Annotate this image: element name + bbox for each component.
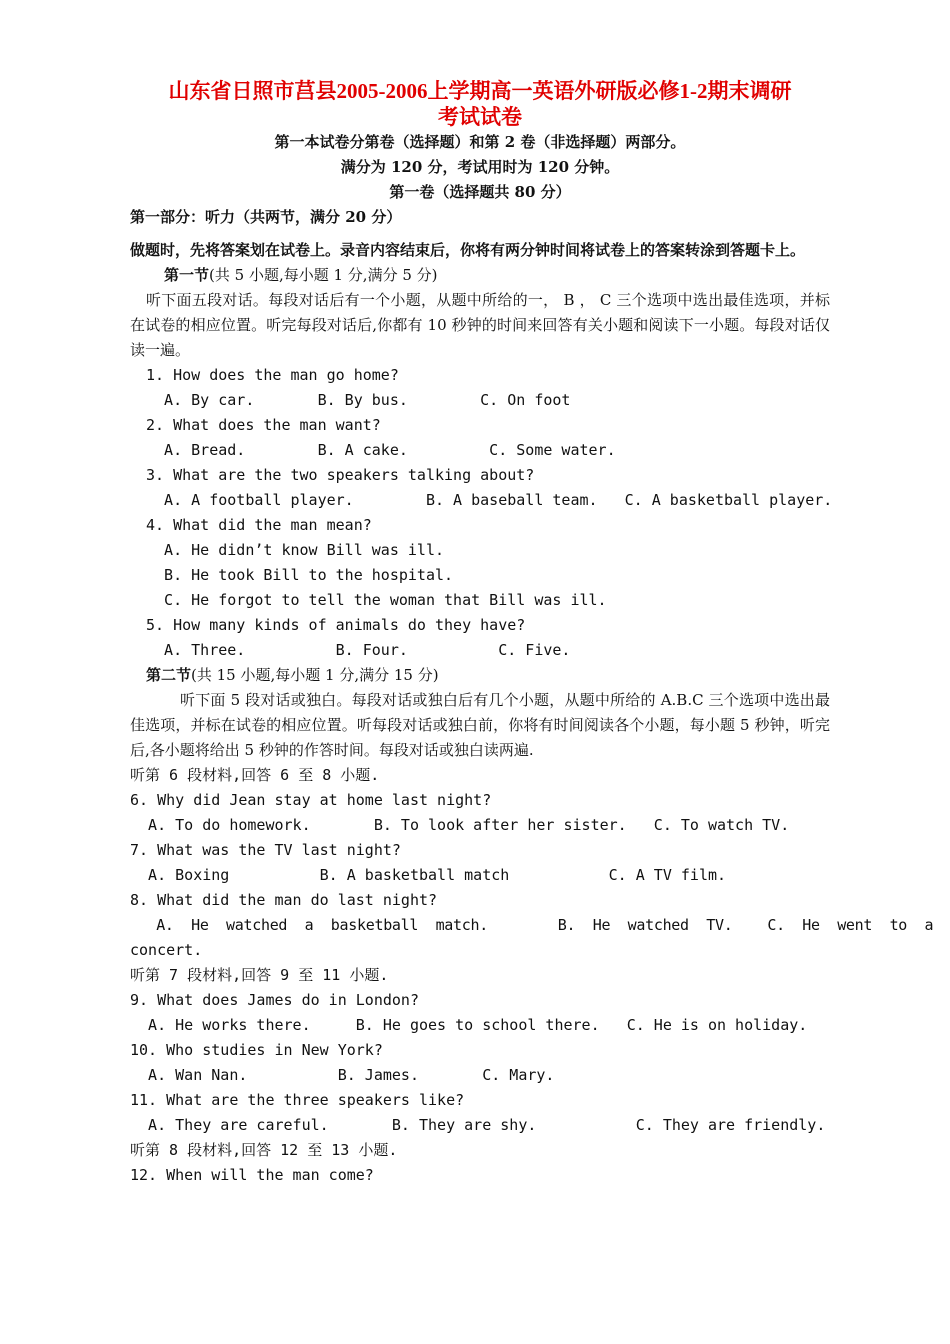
- options-line: concert.: [130, 941, 203, 959]
- question-line: 6. Why did Jean stay at home last night?: [130, 791, 492, 809]
- intro-line-1: 第一本试卷分第卷（选择题）和第 2 卷（非选择题）两部分。: [274, 133, 686, 151]
- question-line: 2. What does the man want?: [146, 416, 381, 434]
- question-line: 12. When will the man come?: [130, 1166, 374, 1184]
- section1-heading-label: 第一节: [164, 266, 210, 284]
- question-line: 4. What did the man mean?: [146, 516, 372, 534]
- section2-instruction: 听下面 5 段对话或独白。每段对话或独白后有几个小题，从题中所给的 A.B.C 三个选项中选出最佳选项，并标在试卷的相应位置。听每段对话或独白前，你将有时间阅读各个小题，每小题 5 秒钟，听完后,各小题将给出 5 秒钟的作答时间。每段对话或独白读两遍.: [130, 691, 830, 759]
- question-line: 5. How many kinds of animals do they have?: [146, 616, 526, 634]
- intro-line-2: 满分为 120 分，考试用时为 120 分钟。: [340, 158, 620, 176]
- options-line: A. Bread. B. A cake. C. Some water.: [146, 441, 616, 459]
- question-line: 11. What are the three speakers like?: [130, 1091, 465, 1109]
- title-line-2: 考试试卷: [438, 105, 522, 129]
- question-line: 10. Who studies in New York?: [130, 1041, 383, 1059]
- options-line: A. By car. B. By bus. C. On foot: [146, 391, 571, 409]
- options-line: A. They are careful. B. They are shy. C. They are friendly.: [130, 1116, 826, 1134]
- question-line: 9. What does James do in London?: [130, 991, 419, 1009]
- section1-heading-rest: (共 5 小题,每小题 1 分,满分 5 分): [209, 266, 438, 284]
- material-line: 听第 7 段材料,回答 9 至 11 小题.: [130, 966, 389, 984]
- section2-heading-label: 第二节: [146, 666, 192, 684]
- question-line: 1. How does the man go home?: [146, 366, 399, 384]
- title-line-1: 山东省日照市莒县2005-2006上学期高一英语外研版必修1-2期末调研: [168, 79, 792, 103]
- options-line: C. He forgot to tell the woman that Bill was ill.: [146, 591, 607, 609]
- section1-instruction: 听下面五段对话。每段对话后有一个小题，从题中所给的一， B ， C 三个选项中选出最佳选项，并标在试卷的相应位置。听完每段对话后,你都有 10 秒钟的时间来回答有关小题和阅读下一小题。每段对话仅读一遍。: [130, 291, 830, 359]
- section2-questions: [130, 763, 934, 1188]
- options-line: A. He didn’t know Bill was ill.: [146, 541, 445, 559]
- section1-heading: [130, 263, 830, 288]
- options-line: A. To do homework. B. To look after her sister. C. To watch TV.: [130, 816, 790, 834]
- part1-instruction: 做题时，先将答案划在试卷上。录音内容结束后，你将有两分钟时间将试卷上的答案转涂到答题卡上。: [130, 241, 806, 259]
- part1-heading: 第一部分：听力（共两节，满分 20 分）: [130, 208, 402, 226]
- options-line: A. He works there. B. He goes to school there. C. He is on holiday.: [130, 1016, 808, 1034]
- question-line: 3. What are the two speakers talking about?: [146, 466, 535, 484]
- options-line: A. Wan Nan. B. James. C. Mary.: [130, 1066, 555, 1084]
- options-line: A. Three. B. Four. C. Five.: [146, 641, 571, 659]
- question-line: 7. What was the TV last night?: [130, 841, 401, 859]
- question-line: 8. What did the man do last night?: [130, 891, 438, 909]
- options-line: A. A football player. B. A baseball team. C. A basketball player.: [146, 491, 833, 509]
- intro-line-3: 第一卷（选择题共 80 分）: [389, 183, 571, 201]
- section2-heading: [130, 663, 830, 688]
- section1-questions: [130, 363, 833, 663]
- document-title: [130, 78, 830, 130]
- material-line: 听第 6 段材料,回答 6 至 8 小题.: [130, 766, 380, 784]
- options-line: B. He took Bill to the hospital.: [146, 566, 454, 584]
- material-line: 听第 8 段材料,回答 12 至 13 小题.: [130, 1141, 398, 1159]
- section2-heading-rest: (共 15 小题,每小题 1 分,满分 15 分): [191, 666, 439, 684]
- options-line: A. Boxing B. A basketball match C. A TV film.: [130, 866, 727, 884]
- options-line: A. He watched a basketball match. B. He watched TV. C. He went to a: [130, 916, 934, 934]
